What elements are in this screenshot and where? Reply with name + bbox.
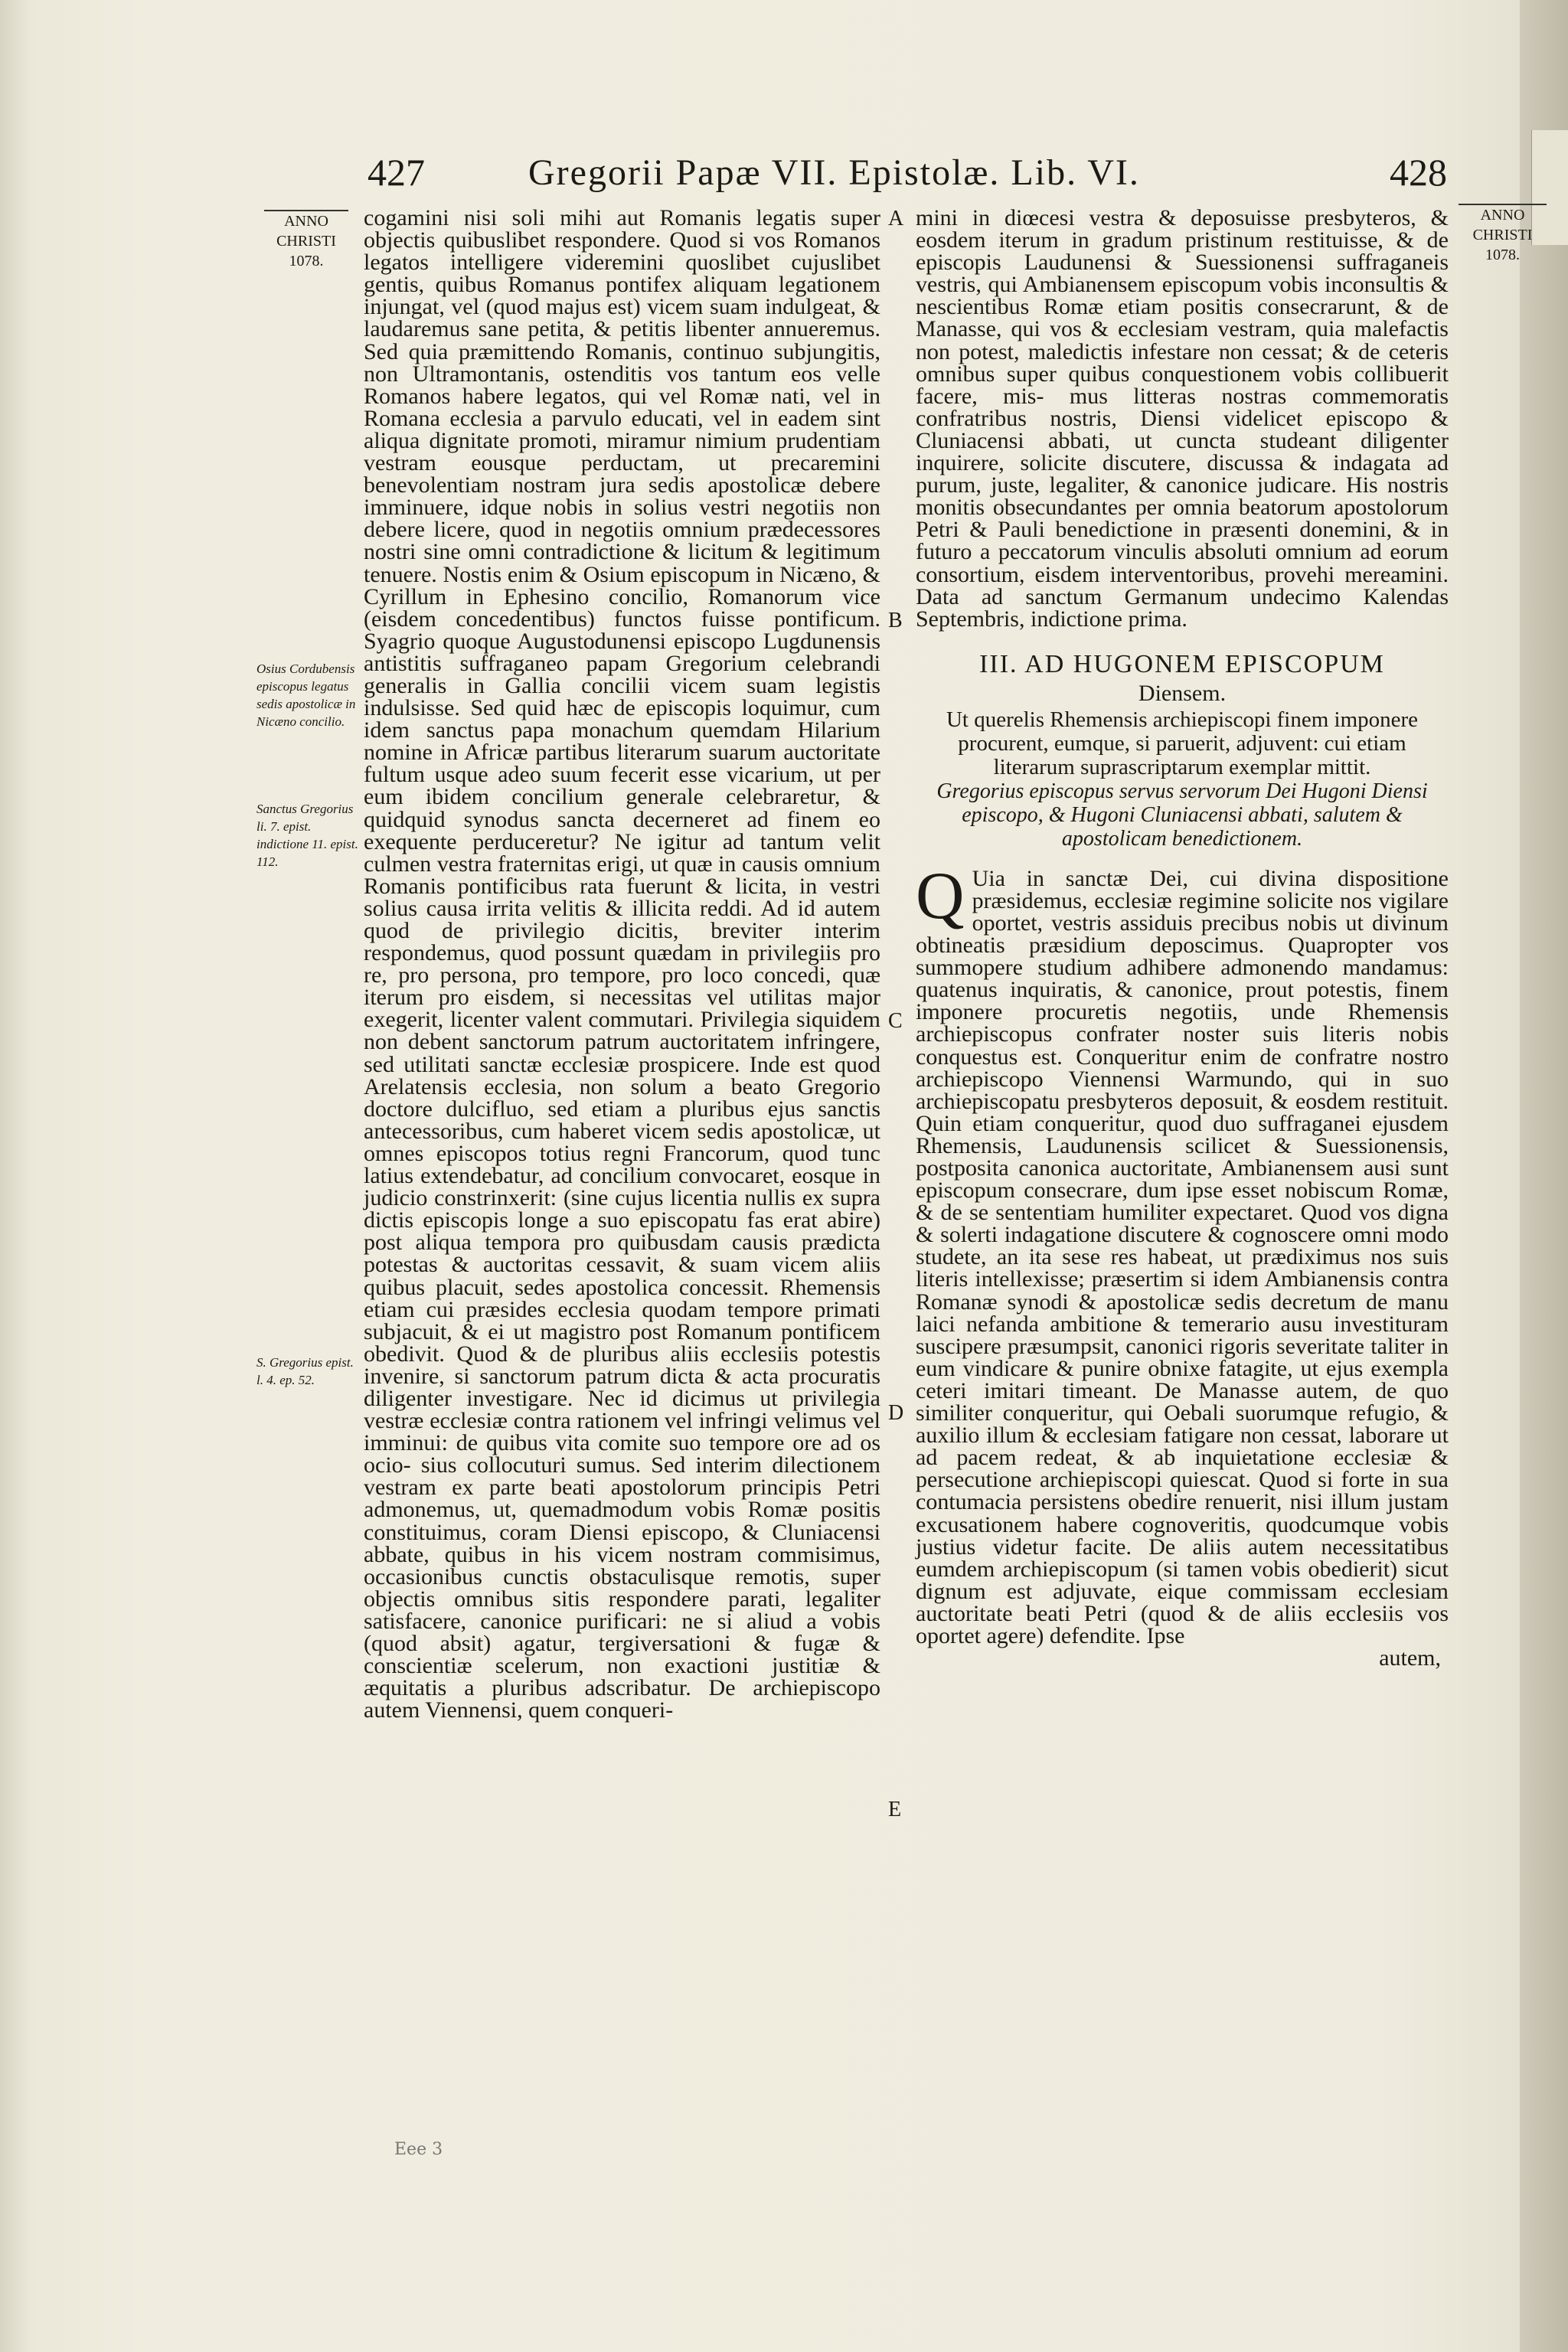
- catchword-right: autem,: [1379, 1645, 1441, 1671]
- running-title: Gregorii Papæ VII. Epistolæ. Lib. VI.: [528, 152, 1140, 193]
- section-letter-c: C: [888, 1009, 903, 1033]
- anno-year: 1078.: [289, 253, 324, 270]
- sidenote-gregorius-2: S. Gregorius epist. l. 4. ep. 52.: [256, 1355, 354, 1387]
- sidenote-osius: Osius Cordubensis episcopus legatus sedis apostolicæ in Nicæno concilio.: [256, 662, 356, 729]
- section-letter-a: A: [888, 207, 904, 230]
- section-letter-d: D: [888, 1401, 904, 1425]
- right-column-top-text: mini in diœcesi vestra & deposuisse presbyteros, & eosdem iterum in gradum pristinum restituisse, & de episcopis Laudunensi & Suessionensi suffraganeis vestris, qui Ambianensem episcopum vobis inconsultis & nescientibus Romæ etiam positis consecrarunt, & de Manasse, qui vos & ecclesiam vestram, quia malefactis non potest, maledictis infestare non cessat; & de ceteris omnibus super quibus conquestionem vobis collibuerit facere, mis- mus litteras nostras commemoratis confratribus nostris, Diensi videlicet episcopo & Cluniacensi abbati, ut cuncta studeant diligenter inquirere, solicite discutere, discussa & indagata ad purum, juste, legaliter, & canonice judicare. His nostris monitis obsecundantes per omnia beatorum apostolorum Petri & Pauli benedictione in præsenti donemini, & in futuro a peccatorum vinculis absoluti omnium ad eorum consortium, eisdem interventoribus, provehi mereamini. Data ad sanctum Germanum undecimo Kalendas Septembris, indictione prima.: [916, 205, 1449, 632]
- anno-christi-right: [1459, 204, 1547, 265]
- letter-heading: [916, 650, 1449, 708]
- page-number-left: 427: [368, 151, 425, 194]
- left-text-column: [364, 207, 880, 1721]
- anno-label: ANNO: [1480, 207, 1525, 224]
- anno-christi: CHRISTI: [276, 233, 336, 250]
- right-text-column: [916, 207, 1449, 1669]
- running-header: [368, 150, 1447, 204]
- letter-heading-title: III. AD HUGONEM EPISCOPUM: [979, 649, 1385, 678]
- anno-christi: CHRISTI: [1472, 227, 1533, 243]
- left-column-text: cogamini nisi soli mihi aut Romanis legatis super objectis quibuslibet respondere. Quod si vos Romanos legatos intelligere videremini quoslibet cujuslibet gentis, quibus Romanus pontifex aliquam legationem injungat, vel (quod majus est) vicem suam indulgeat, & laudaremus sane petita, & petitis libenter annueremus. Sed quia præmittendo Romanis, continuo subjungitis, non Ultramontanis, ostenditis vos tantum eos velle Romanos habere legatos, qui vel Romæ nati, vel in Romana ecclesia a parvulo educati, vel in eadem sint aliqua dignitate promoti, miramur nimium prudentiam vestram eousque perductam, ut precaremini benevolentiam nostram jura sedis apostolicæ debere imminuere, idque nobis in solius vestri negotiis non debere licere, quod in negotiis omnium prædecessores nostri sine omni contradictione & licitum & legitimum tenuere. Nostis enim & Osium episcopum in Nicæno, & Cyrillum in Ephesino concilio, Romanorum vice (eisdem concedentibus) functos fuisse pontificum. Syagrio quoque Augustodunensi episcopo Lugdunensis antistitis suffraganeo papam Gregorium celebrandi generalis in Gallia concilii vicem suam legistis indulsisse. Sed quid hæc de episcopis loquimur, cum idem sanctus papa monachum quemdam Hilarium nomine in Africæ partibus literarum suarum auctoritate fultum usque adeo suum fecerit esse vicarium, ut per eum ibidem concilium generale celebraretur, & quidquid synodus sancta decerneret ad finem eo exequente perduceretur? Ne igitur ad tantum velit culmen vestra fraternitas erigi, ut quæ in causis omnium Romanis pontificibus rata fuerunt & licita, in vestri solius causa irrita velitis & illicita reddi. Ad id autem quod de privilegio dicitis, breviter interim respondemus, quod possunt quædam in privilegiis pro re, pro persona, pro tempore, pro loco concedi, quæ iterum pro eisdem, si necessitas vel utilitas major exegerit, licenter valent commutari. Privilegia siquidem non debent sanctorum patrum auctoritatem infringere, sed utilitati sanctæ ecclesiæ prospicere. Inde est quod Arelatensis ecclesia, non solum a beato Gregorio doctore dulcifluo, sed etiam a pluribus ejus sanctis antecessoribus, cum haberet vicem sedis apostolicæ, ut omnes episcopos totius regni Francorum, quod tunc latius extendebatur, ad concilium convocaret, eosque in judicio constrinxerit: (sine cujus licentia nullis ex supra dictis episcopis longe a suo episcopatu fas erat abire) post aliqua tempora pro quibusdam causis prædicta potestas & auctoritas cessavit, & suam vicem aliis quibus placuit, sedes apostolica concessit. Rhemensis etiam cui præsides ecclesia quodam tempore primati subjacuit, & ei ut magistro post Romanum pontificem obedivit. Quod & de pluribus aliis ecclesiis potestis invenire, si sanctorum patrum dicta & acta procuratis diligenter investigare. Nec id dicimus ut privilegia vestræ ecclesiæ contra rationem vel infringi velimus vel imminui: de quibus vita comite suo tempore ore ad os ocio- sius collocuturi sumus. Sed interim dilectionem vestram ex parte beati apostolorum principis Petri admonemus, ut, quemadmodum vobis Romæ positis constituimus, coram Diensi episcopo, & Cluniacensi abbate, quibus in his vicem nostram commisimus, occasionibus cunctis obstaculisque remotis, super objectis omnibus sitis respondere parati, legaliter satisfacere, canonice purificari: ne si aliud a vobis (quod absit) agatur, tergiversationi & fugæ & conscientiæ scelerum, non exactioni justitiæ & æquitatis a pluribus adscribatur. De archiepiscopo autem Viennensi, quem conqueri-: [364, 205, 880, 1723]
- letter-body: [916, 858, 1449, 1648]
- letter-body-text: Uia in sanctæ Dei, cui divina dispositione præsidemus, ecclesiæ regimine solicite nos vigilare oportet, vestris assiduis precibus nobis ut divinum obtineatis præsidium deposcimus. Quapropter vos summopere studium adhibere admonendo mandamus: quatenus inquiratis, & canonice, prout potestis, finem imponere procuretis negotiis, unde Rhemensis archiepiscopus confrater noster suis literis nobis conquestus est. Conqueritur enim de confratre nostro archiepiscopo Viennensi Warmundo, qui in suo archiepiscopatu presbyteros deposuit, & eosdem restituit. Quin etiam conqueritur, quod duo suffraganei ejusdem Rhemensis, Laudunensis scilicet & Suessionensis, postposita canonica auctoritate, Ambianensem ausi sunt episcopum consecrare, dum ipse esset nobiscum Romæ, & de se sententiam humiliter expectaret. Quod vos digna & solerti indagatione discutere & cognoscere omni modo studete, an ita sese res habeat, ut prædiximus nos suis literis intellexisse; præsertim si idem Ambianensis contra Romanæ synodi & apostolicæ sedis decretum de manu laici nefanda ambitione & temerario ausu investituram suscipere præsumpsit, canonici rigoris severitate taliter in eum vindicare & punire obnixe fatagite, ut ejus exempla ceteri imitari timeant. De Manasse autem, de quo similiter conqueritur, qui Oebali suorumque refugio, & auxilio illum & ecclesiam fatigare non cessat, laborare ut ad pacem redeat, & ab inquietatione ecclesiæ & persecutione archiepiscopi quiescat. Quod si forte in sua contumacia persistens obedire renuerit, nisi illum justam excusationem habere cognoveritis, quodcumque vobis justius videtur facite. De aliis autem necessitatibus eumdem archiepiscopum (si tamen vobis obedierit) sicut dignum est adjuvate, eique commissam ecclesiam auctoritate beati Petri (quod & de aliis ecclesiis vos oportet agere) defendite. Ipse: [916, 865, 1449, 1648]
- drop-cap: Q: [916, 858, 965, 933]
- anno-christi-left: [264, 210, 348, 271]
- page-number-right: 428: [1390, 151, 1447, 194]
- section-letter-e: E: [888, 1798, 902, 1821]
- anno-label: ANNO: [284, 213, 328, 230]
- anno-year: 1078.: [1485, 247, 1520, 263]
- book-binding-edge: [1520, 0, 1568, 2352]
- section-letter-b: B: [888, 609, 903, 632]
- letter-salutation: Gregorius episcopus servus servorum Dei Hugoni Diensi episcopo, & Hugoni Cluniacensi abbati, salutem & apostolicam benedictionem.: [936, 779, 1428, 851]
- sidenote-gregorius: Sanctus Gregorius li. 7. epist. indictione 11. epist. 112.: [256, 802, 358, 869]
- letter-heading-sub: Diensem.: [1138, 680, 1227, 706]
- letter-summary: Ut querelis Rhemensis archiepiscopi finem imponere procurent, eumque, si paruerit, adjuvent: cui etiam literarum suprascriptarum exemplar mittit.: [946, 707, 1419, 779]
- signature-mark: Eee 3: [394, 2140, 443, 2159]
